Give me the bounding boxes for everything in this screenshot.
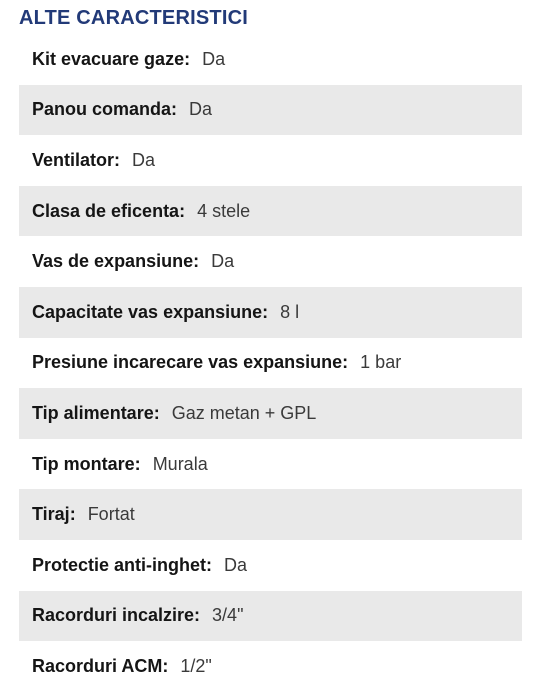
spec-row-panou-comanda [19, 85, 522, 136]
spec-value: Fortat [87, 504, 135, 525]
spec-label: Protectie anti-inghet: [32, 554, 213, 575]
spec-label: Capacitate vas expansiune: [32, 301, 269, 322]
spec-row-vas-expansiune [19, 236, 522, 287]
spec-row-tiraj [19, 489, 522, 540]
spec-label: Tip alimentare: [32, 402, 160, 423]
spec-value: Da [189, 99, 213, 120]
spec-value: 1/2" [180, 655, 212, 676]
spec-value: Gaz metan + GPL [171, 402, 317, 423]
spec-label: Panou comanda: [32, 99, 178, 120]
spec-value: Murala [152, 453, 208, 474]
spec-value: Da [132, 149, 156, 170]
spec-row-ventilator [19, 135, 522, 186]
spec-value: 8 l [280, 301, 300, 322]
spec-value: 4 stele [197, 200, 251, 221]
spec-row-presiune-incarcare [19, 338, 522, 389]
spec-value: 1 bar [360, 352, 402, 373]
spec-row-tip-montare [19, 439, 522, 490]
section-title: ALTE CARACTERISTICI [19, 7, 248, 29]
spec-value: Da [202, 48, 226, 69]
spec-row-protectie-anti-inghet [19, 540, 522, 591]
spec-row-tip-alimentare [19, 388, 522, 439]
spec-label: Clasa de eficenta: [32, 200, 186, 221]
spec-row-racorduri-incalzire [19, 591, 522, 642]
spec-row-racorduri-acm [19, 641, 522, 692]
spec-row-capacitate-vas [19, 287, 522, 338]
spec-label: Kit evacuare gaze: [32, 48, 191, 69]
spec-row-kit-evacuare-gaze [19, 34, 522, 85]
spec-label: Racorduri ACM: [32, 655, 169, 676]
spec-label: Racorduri incalzire: [32, 605, 201, 626]
spec-label: Ventilator: [32, 149, 121, 170]
spec-label: Vas de expansiune: [32, 251, 200, 272]
spec-value: 3/4" [212, 605, 244, 626]
spec-row-clasa-eficenta [19, 186, 522, 237]
spec-value: Da [211, 251, 235, 272]
spec-label: Tip montare: [32, 453, 141, 474]
spec-list [19, 34, 522, 692]
spec-label: Presiune incarecare vas expansiune: [32, 352, 349, 373]
spec-value: Da [224, 554, 248, 575]
spec-label: Tiraj: [32, 504, 76, 525]
